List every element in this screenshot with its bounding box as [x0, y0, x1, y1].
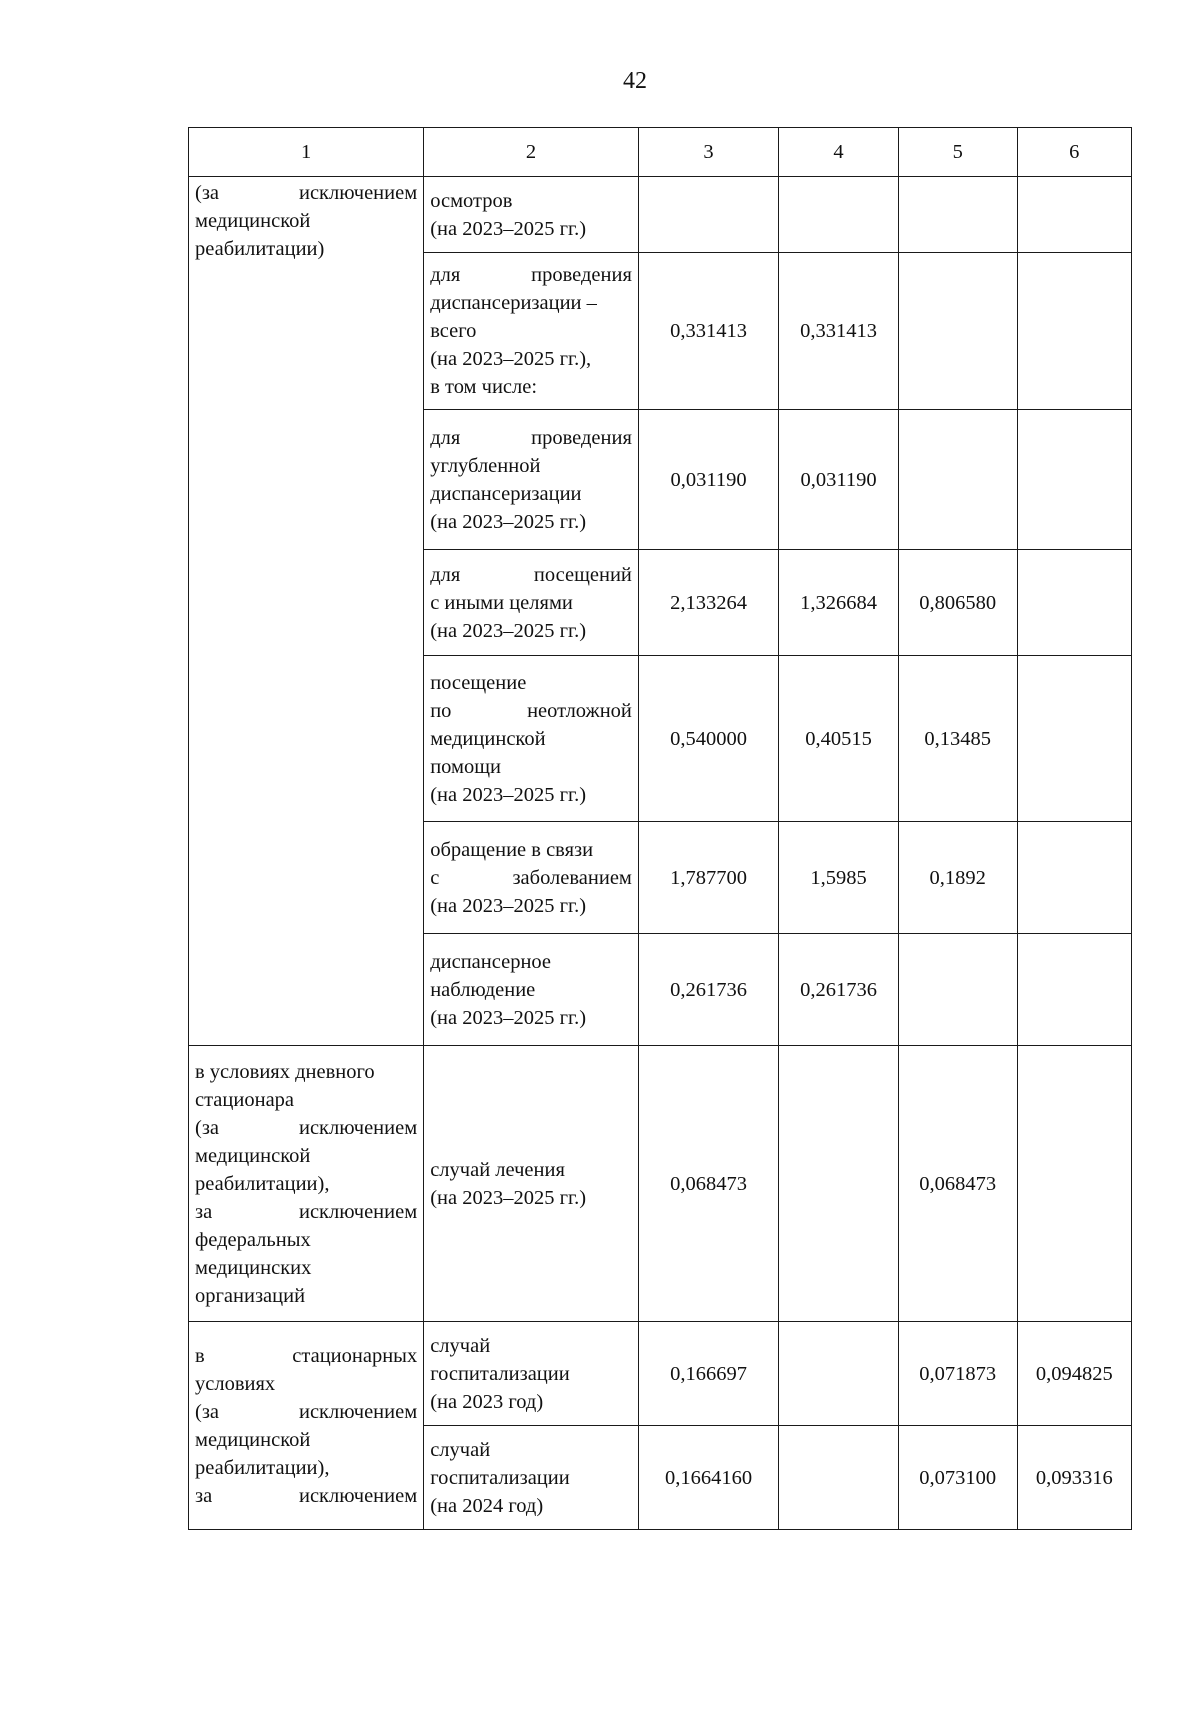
- cell-line: за исключением: [195, 1484, 418, 1507]
- value-cell: [898, 410, 1017, 550]
- value-cell: [638, 177, 778, 253]
- value-cell: 0,071873: [898, 1322, 1017, 1426]
- value-cell: [779, 1046, 899, 1322]
- unit-cell: [424, 550, 639, 656]
- value-cell: [1017, 822, 1131, 934]
- cell-line: (на 2023–2025 гг.): [430, 510, 587, 533]
- cell-line: медицинской: [195, 1428, 311, 1451]
- value-cell: [1017, 177, 1131, 253]
- cell-line: (на 2023–2025 гг.),: [430, 348, 592, 370]
- cell-line: (за исключением: [195, 1116, 418, 1139]
- unit-cell: [424, 934, 639, 1046]
- cell-line: осмотров: [430, 189, 513, 212]
- category-cell-day-hospital: [189, 1046, 424, 1322]
- cell-line: медицинской: [195, 1144, 311, 1167]
- cell-line: для посещений: [430, 563, 632, 586]
- unit-cell: [424, 253, 639, 410]
- value-cell: [779, 1322, 899, 1426]
- cell-line: обращение в связи: [430, 838, 594, 861]
- cell-line: (на 2023–2025 гг.): [430, 619, 587, 642]
- value-cell: [1017, 934, 1131, 1046]
- value-cell: 2,133264: [638, 550, 778, 656]
- col-header-2: 2: [424, 128, 639, 177]
- value-cell: 0,540000: [638, 656, 778, 822]
- data-table: [188, 127, 1132, 1530]
- cell-line: для проведения: [430, 264, 632, 286]
- col-header-3: 3: [638, 128, 778, 177]
- value-cell: [1017, 550, 1131, 656]
- value-cell: [779, 1426, 899, 1530]
- cell-line: медицинской: [430, 727, 546, 750]
- cell-line: реабилитации),: [195, 1172, 330, 1195]
- cell-line: федеральных: [195, 1228, 311, 1251]
- cell-line: диспансеризации: [430, 482, 582, 505]
- cell-line: углубленной: [430, 454, 541, 477]
- col-header-4: 4: [779, 128, 899, 177]
- cell-line: (за исключением: [195, 1400, 418, 1423]
- cell-line: по неотложной: [430, 699, 632, 722]
- cell-line: (на 2023–2025 гг.): [430, 783, 587, 806]
- col-header-6: 6: [1017, 128, 1131, 177]
- cell-line: всего: [430, 320, 477, 342]
- cell-line: (на 2023–2025 гг.): [430, 1186, 587, 1209]
- col-header-5: 5: [898, 128, 1017, 177]
- value-cell: 1,326684: [779, 550, 899, 656]
- value-cell: 0,093316: [1017, 1426, 1131, 1530]
- value-cell: 0,068473: [898, 1046, 1017, 1322]
- value-cell: 0,031190: [638, 410, 778, 550]
- table-row: [189, 1322, 1132, 1426]
- value-cell: 0,166697: [638, 1322, 778, 1426]
- value-cell: 0,13485: [898, 656, 1017, 822]
- value-cell: [1017, 253, 1131, 410]
- cell-line: (на 2024 год): [430, 1494, 544, 1517]
- unit-cell: [424, 1046, 639, 1322]
- cell-line: случай: [430, 1334, 491, 1357]
- value-cell: 0,1664160: [638, 1426, 778, 1530]
- cell-line: медицинской: [195, 210, 311, 232]
- category-cell-inpatient: [189, 1322, 424, 1530]
- cell-line: (на 2023–2025 гг.): [430, 1006, 587, 1029]
- value-cell: 0,806580: [898, 550, 1017, 656]
- cell-line: стационара: [195, 1088, 295, 1111]
- cell-line: в стационарных: [195, 1344, 418, 1367]
- unit-cell: [424, 656, 639, 822]
- cell-line: в том числе:: [430, 376, 538, 398]
- value-cell: 0,1892: [898, 822, 1017, 934]
- cell-line: за исключением: [195, 1200, 418, 1223]
- value-cell: 0,331413: [779, 253, 899, 410]
- cell-line: (на 2023–2025 гг.): [430, 217, 587, 240]
- col-header-1: 1: [189, 128, 424, 177]
- header-row: [189, 128, 1132, 177]
- table-row: [189, 1046, 1132, 1322]
- unit-cell: [424, 1426, 639, 1530]
- value-cell: 0,261736: [638, 934, 778, 1046]
- page-number: 42: [623, 68, 647, 94]
- cell-line: госпитализации: [430, 1466, 570, 1489]
- value-cell: 1,5985: [779, 822, 899, 934]
- cell-line: случай лечения: [430, 1158, 565, 1181]
- value-cell: 0,261736: [779, 934, 899, 1046]
- cell-line: диспансерное: [430, 950, 552, 973]
- value-cell: [898, 177, 1017, 253]
- cell-line: посещение: [430, 671, 527, 694]
- cell-line: помощи: [430, 755, 502, 778]
- cell-line: в условиях дневного: [195, 1060, 375, 1083]
- cell-line: медицинских: [195, 1256, 312, 1279]
- unit-cell: [424, 410, 639, 550]
- value-cell: 0,031190: [779, 410, 899, 550]
- value-cell: 0,073100: [898, 1426, 1017, 1530]
- cell-line: организаций: [195, 1284, 306, 1307]
- unit-cell: [424, 1322, 639, 1426]
- cell-line: (на 2023–2025 гг.): [430, 894, 587, 917]
- value-cell: [1017, 410, 1131, 550]
- cell-line: реабилитации),: [195, 1456, 330, 1479]
- unit-cell: [424, 822, 639, 934]
- value-cell: [779, 177, 899, 253]
- cell-line: реабилитации): [195, 238, 325, 260]
- unit-cell: [424, 177, 639, 253]
- value-cell: [898, 934, 1017, 1046]
- value-cell: 0,094825: [1017, 1322, 1131, 1426]
- value-cell: 0,068473: [638, 1046, 778, 1322]
- table-row: [189, 177, 1132, 253]
- value-cell: 0,331413: [638, 253, 778, 410]
- cell-line: диспансеризации –: [430, 292, 597, 314]
- cell-line: наблюдение: [430, 978, 536, 1001]
- value-cell: [1017, 656, 1131, 822]
- cell-line: (за исключением: [195, 182, 418, 204]
- value-cell: [1017, 1046, 1131, 1322]
- cell-line: условиях: [195, 1372, 276, 1395]
- cell-line: (на 2023 год): [430, 1390, 544, 1413]
- cell-line: с иными целями: [430, 591, 573, 614]
- category-cell-outpatient: [189, 177, 424, 1046]
- value-cell: [898, 253, 1017, 410]
- cell-line: случай: [430, 1438, 491, 1461]
- value-cell: 0,40515: [779, 656, 899, 822]
- cell-line: для проведения: [430, 426, 632, 449]
- cell-line: госпитализации: [430, 1362, 570, 1385]
- value-cell: 1,787700: [638, 822, 778, 934]
- cell-line: с заболеванием: [430, 866, 632, 889]
